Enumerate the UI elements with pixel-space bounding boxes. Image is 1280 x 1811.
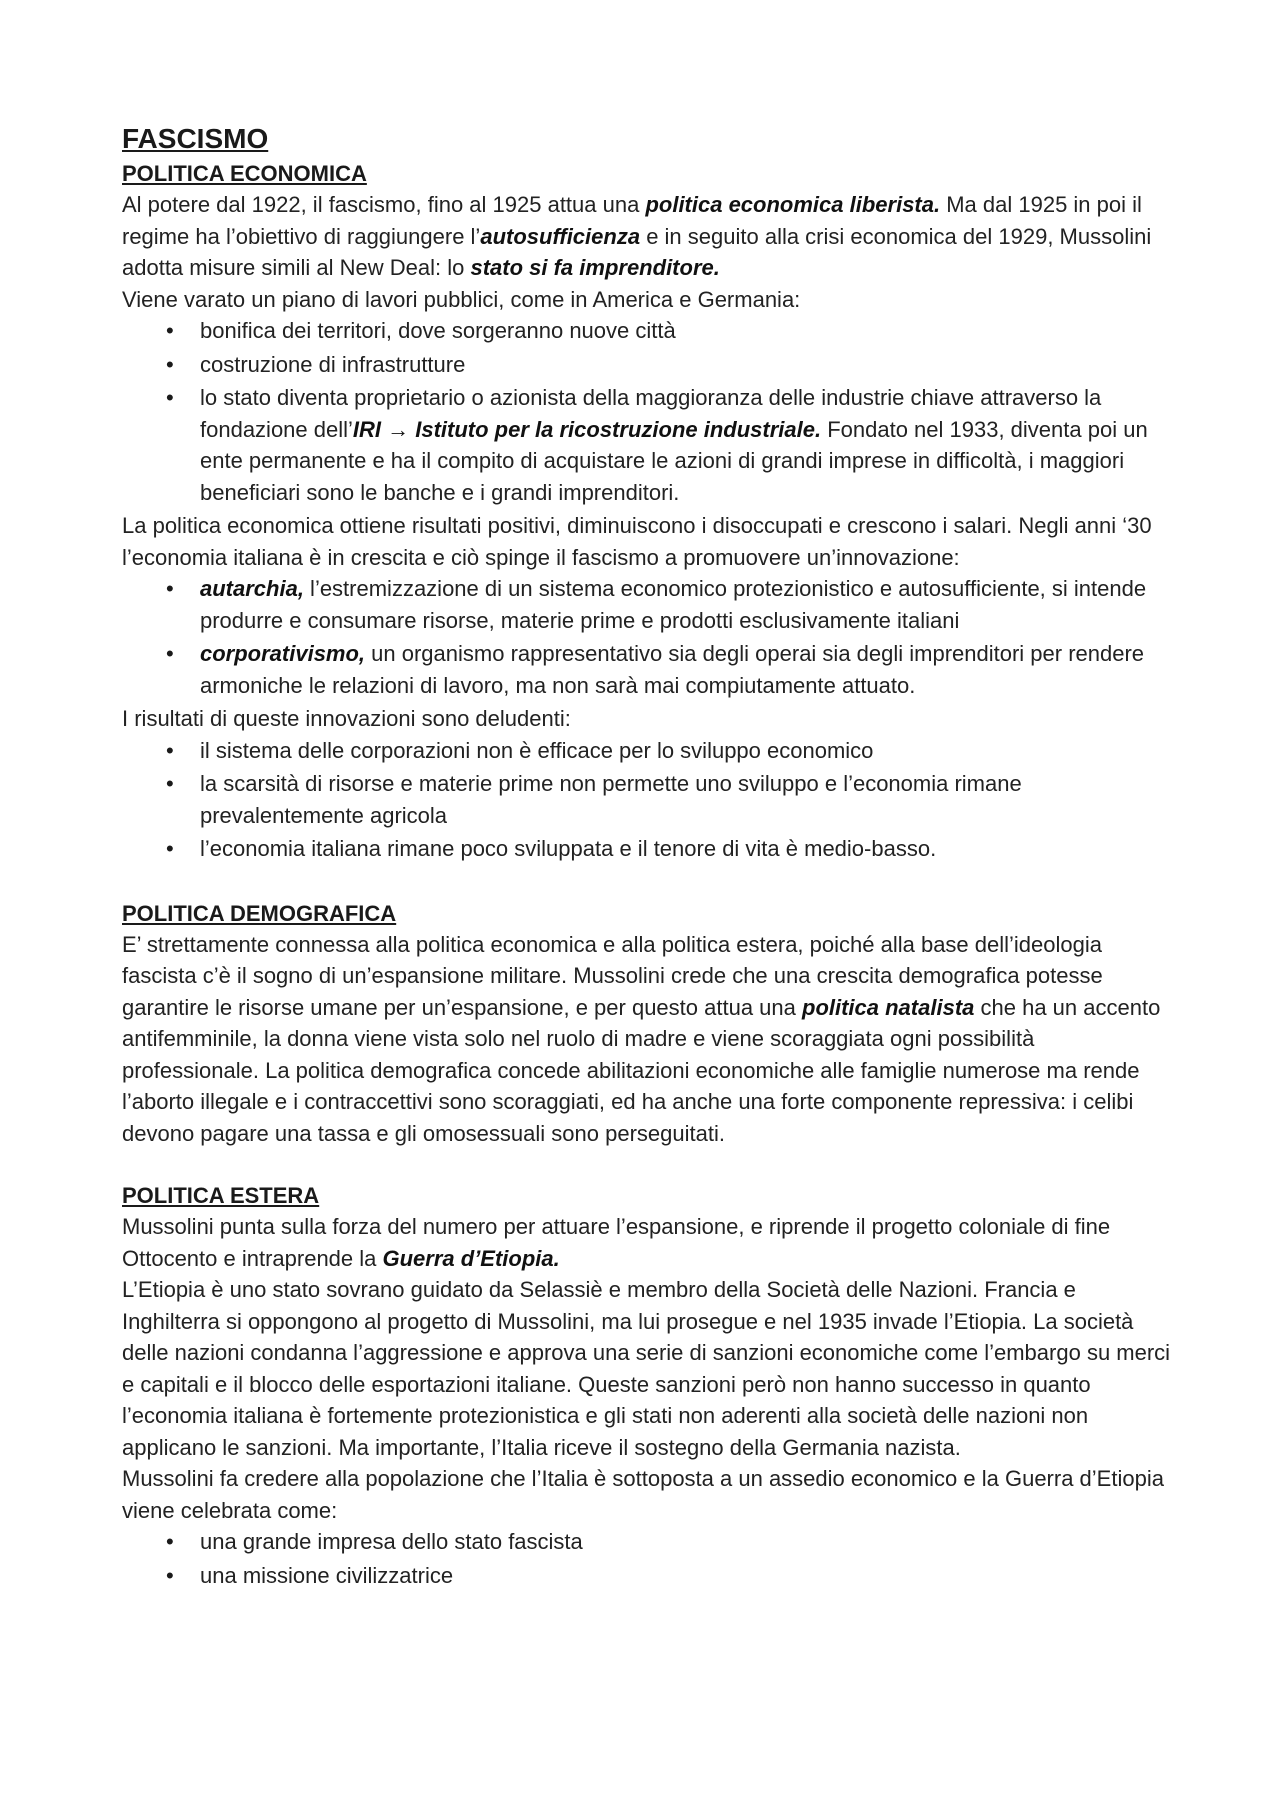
spacer <box>122 1149 1172 1180</box>
spacer <box>122 867 1172 898</box>
emphasis-text: autarchia, <box>200 576 304 601</box>
text-run: lo stato diventa proprietario o azionista della maggioranza delle industrie chiave attraverso la fondazione dell’ <box>200 385 1102 442</box>
section-heading-economica: POLITICA ECONOMICA <box>122 161 367 186</box>
emphasis-text: autosufficienza <box>480 223 641 249</box>
text-run: e in seguito alla crisi economica del 1929, Mussolini adotta misure simili al New Deal: lo <box>122 223 1152 280</box>
emphasis-text: corporativismo, <box>200 641 366 666</box>
text-run: Fondato nel 1933, diventa poi un ente permanente e ha il compito di acquistare le azioni di grandi imprese in difficoltà, i maggiori beneficiari sono le banche e i grandi imprenditori. <box>200 416 1148 505</box>
list-item: • la scarsità di risorse e materie prime non permette uno sviluppo e l’economia rimane prevalentemente agricola <box>122 768 1172 831</box>
list-item: • l’economia italiana rimane poco sviluppata e il tenore di vita è medio-basso. <box>122 833 1172 865</box>
text-run: Ma dal 1925 in poi il regime ha l’obiettivo di raggiungere l’ <box>122 192 1142 249</box>
paragraph: La politica economica ottiene risultati positivi, diminuiscono i disoccupati e crescono i salari. Negli anni ‘30 l’economia italiana è in crescita e ciò spinge il fascismo a promuovere un’innovazione: <box>122 513 1152 570</box>
list-item: • bonifica dei territori, dove sorgeranno nuove città <box>122 315 1172 347</box>
text-run: che ha un accento antifemminile, la donna viene vista solo nel ruolo di madre e viene scoraggiata ogni possibilità professionale. La politica demografica concede abilitazioni economiche alle famiglie numerose ma rende l’aborto illegale e i contraccettivi sono scoraggiati, ed ha anche una forte componente repressiva: i celibi devono pagare una tassa e gli omosessuali sono perseguitati. <box>122 994 1161 1146</box>
bullet-list <box>122 573 1172 701</box>
list-item: • una grande impresa dello stato fascista <box>122 1526 1172 1558</box>
text-run: Al potere dal 1922, il fascismo, fino al 1925 attua una <box>122 192 646 217</box>
list-item <box>122 573 1172 636</box>
emphasis-text: IRI → Istituto per la ricostruzione industriale. <box>352 416 822 442</box>
paragraph <box>122 929 1172 1150</box>
list-item <box>122 638 1172 701</box>
bullet-list <box>122 735 1172 865</box>
paragraph: Viene varato un piano di lavori pubblici, come in America e Germania: <box>122 286 801 312</box>
list-item: • costruzione di infrastrutture <box>122 349 1172 381</box>
text-run: E’ strettamente connessa alla politica economica e alla politica estera, poiché alla base dell’ideologia fascista c’è il sogno di un’espansione militare. Mussolini crede che una crescita demografica potesse garantire le risorse umane per un’espansione, e per questo attua una <box>122 931 1103 1020</box>
list-item <box>122 382 1172 508</box>
text-run: un organismo rappresentativo sia degli operai sia degli imprenditori per rendere armoniche le relazioni di lavoro, ma non sarà mai compiutamente attuato. <box>200 641 1145 698</box>
emphasis-text: Guerra d’Etiopia. <box>382 1245 560 1271</box>
paragraph <box>122 189 1172 284</box>
list-item: • il sistema delle corporazioni non è efficace per lo sviluppo economico <box>122 735 1172 767</box>
section-heading-demografica: POLITICA DEMOGRAFICA <box>122 900 397 926</box>
list-item: • una missione civilizzatrice <box>122 1560 1172 1592</box>
emphasis-text: stato si fa imprenditore. <box>470 255 720 280</box>
bullet-list <box>122 315 1172 508</box>
text-run: Mussolini punta sulla forza del numero per attuare l’espansione, e riprende il progetto coloniale di fine Ottocento e intraprende la <box>122 1214 1111 1271</box>
paragraph: Mussolini fa credere alla popolazione che l’Italia è sottoposta a un assedio economico e la Guerra d’Etiopia viene celebrata come: <box>122 1466 1164 1523</box>
paragraph: L’Etiopia è uno stato sovrano guidato da Selassiè e membro della Società delle Nazioni. Francia e Inghilterra si oppongono al progetto di Mussolini, ma lui prosegue e nel 1935 invade l’Etiopia. La società delle nazioni condanna l’aggressione e approva una serie di sanzioni economiche come l’embargo su merci e capitali e il blocco delle esportazioni italiane. Queste sanzioni però non hanno successo in quanto l’economia italiana è fortemente protezionistica e gli stati non aderenti alla società delle nazioni non applicano le sanzioni. Ma importante, l’Italia riceve il sostegno della Germania nazista. <box>122 1277 1171 1460</box>
text-run: l’estremizzazione di un sistema economico protezionistico e autosufficiente, si intende produrre e consumare risorse, materie prime e prodotti esclusivamente italiani <box>200 576 1147 633</box>
section-heading-estera: POLITICA ESTERA <box>122 1183 320 1208</box>
emphasis-text: politica economica liberista. <box>645 192 941 217</box>
document-page <box>122 120 1172 1593</box>
paragraph: I risultati di queste innovazioni sono deludenti: <box>122 706 571 731</box>
page-title: FASCISMO <box>122 123 269 154</box>
bullet-list <box>122 1526 1172 1591</box>
paragraph <box>122 1211 1172 1274</box>
emphasis-text: politica natalista <box>802 994 975 1020</box>
